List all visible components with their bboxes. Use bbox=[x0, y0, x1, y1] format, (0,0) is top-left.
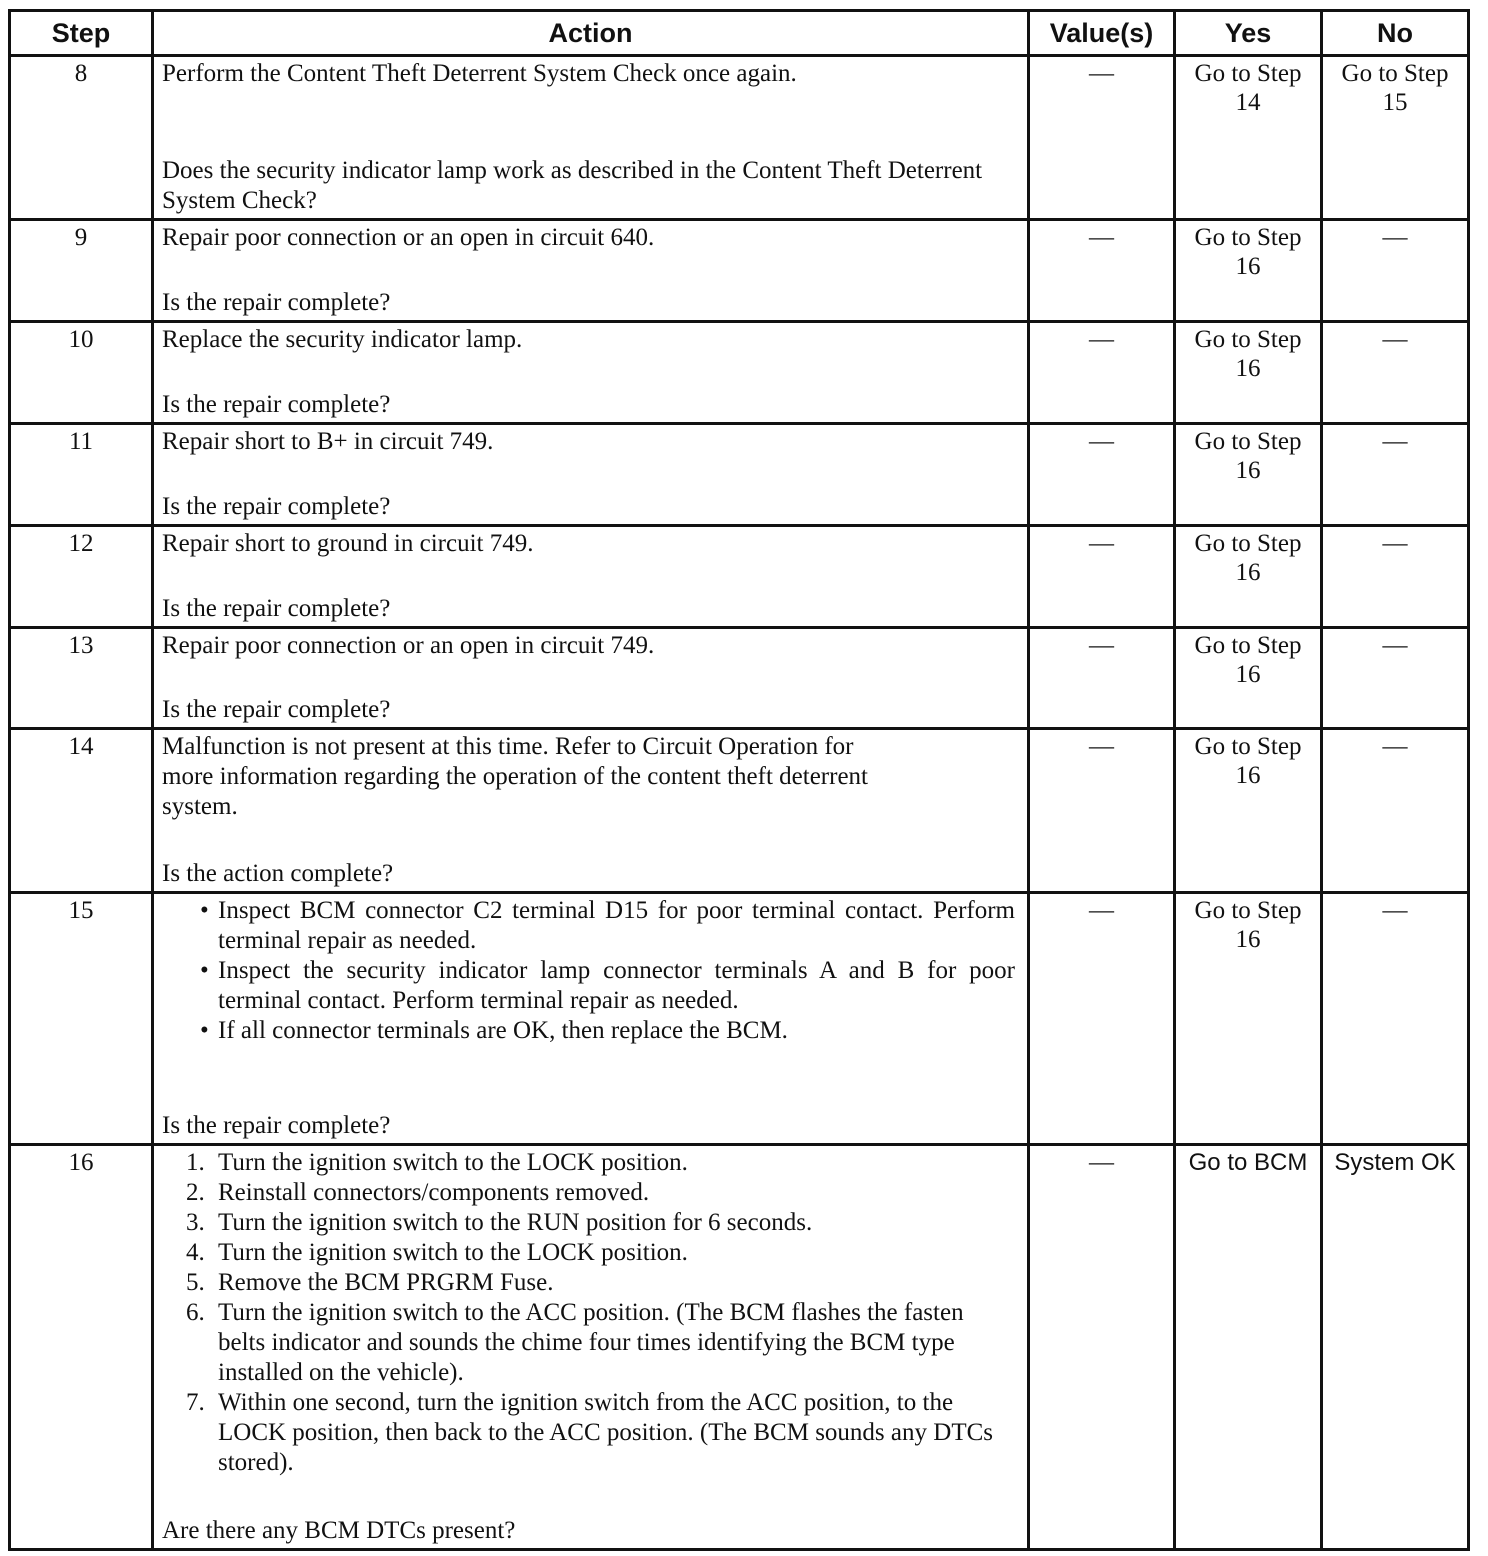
list-number: 6. bbox=[186, 1299, 205, 1326]
table-row bbox=[10, 322, 1469, 424]
yes-cell: Go to Step 14 bbox=[1175, 56, 1322, 220]
action-question: Is the repair complete? bbox=[162, 1112, 391, 1139]
no-cell: — bbox=[1322, 424, 1469, 526]
action-cell bbox=[153, 322, 1029, 424]
value-cell: — bbox=[1029, 322, 1175, 424]
step-number: 16 bbox=[10, 1145, 153, 1550]
list-item: • Inspect the security indicator lamp connector terminals A and B for poor terminal contact. Perform terminal repair as needed. bbox=[192, 956, 1015, 1016]
action-text: Malfunction is not present at this time. Refer to Circuit Operation for bbox=[162, 733, 854, 760]
list-number: 2. bbox=[186, 1179, 205, 1206]
header-action: Action bbox=[153, 11, 1029, 56]
list-text: Turn the ignition switch to the ACC position. (The BCM flashes the fasten belts indicator and sounds the chime four times identifying the BCM type installed on the vehicle). bbox=[218, 1299, 964, 1386]
no-cell: — bbox=[1322, 628, 1469, 729]
action-question: Is the repair complete? bbox=[162, 696, 391, 723]
action-cell bbox=[153, 893, 1029, 1145]
action-bullet-list bbox=[162, 896, 1015, 1046]
action-text: Replace the security indicator lamp. bbox=[162, 326, 523, 353]
list-item bbox=[186, 1148, 1015, 1178]
list-text: Within one second, turn the ignition switch from the ACC position, to the LOCK position, then back to the ACC position. (The BCM sounds any DTCs stored). bbox=[218, 1389, 993, 1476]
value-cell: — bbox=[1029, 628, 1175, 729]
action-cell bbox=[153, 424, 1029, 526]
list-item bbox=[186, 1238, 1015, 1268]
list-number: 5. bbox=[186, 1269, 205, 1296]
value-cell: — bbox=[1029, 893, 1175, 1145]
action-cell bbox=[153, 1145, 1029, 1550]
list-item bbox=[186, 1178, 1015, 1208]
step-number: 10 bbox=[10, 322, 153, 424]
action-text: Repair short to B+ in circuit 749. bbox=[162, 428, 494, 455]
action-text: Repair poor connection or an open in circuit 749. bbox=[162, 632, 655, 659]
list-number: 4. bbox=[186, 1239, 205, 1266]
list-number: 1. bbox=[186, 1149, 205, 1176]
action-text: Perform the Content Theft Deterrent System Check once again. bbox=[162, 60, 797, 87]
action-text: Repair short to ground in circuit 749. bbox=[162, 530, 534, 557]
no-cell: — bbox=[1322, 729, 1469, 893]
value-cell: — bbox=[1029, 424, 1175, 526]
step-number: 13 bbox=[10, 628, 153, 729]
action-cell bbox=[153, 628, 1029, 729]
step-number: 12 bbox=[10, 526, 153, 628]
yes-cell: Go to Step 16 bbox=[1175, 220, 1322, 322]
list-number: 7. bbox=[186, 1389, 205, 1416]
no-cell: — bbox=[1322, 322, 1469, 424]
list-item: • Inspect BCM connector C2 terminal D15 for poor terminal contact. Perform terminal repair as needed. bbox=[192, 896, 1015, 956]
action-question: Is the repair complete? bbox=[162, 391, 391, 418]
table-row bbox=[10, 1145, 1469, 1550]
action-text: Repair poor connection or an open in circuit 640. bbox=[162, 224, 655, 251]
yes-cell: Go to Step 16 bbox=[1175, 893, 1322, 1145]
list-text: Turn the ignition switch to the LOCK position. bbox=[218, 1239, 688, 1266]
header-step: Step bbox=[10, 11, 153, 56]
header-no: No bbox=[1322, 11, 1469, 56]
step-number: 15 bbox=[10, 893, 153, 1145]
value-cell: — bbox=[1029, 56, 1175, 220]
yes-cell: Go to Step 16 bbox=[1175, 729, 1322, 893]
list-item: • If all connector terminals are OK, then replace the BCM. bbox=[192, 1016, 1015, 1046]
list-text: Turn the ignition switch to the RUN position for 6 seconds. bbox=[218, 1209, 813, 1236]
action-question: Are there any BCM DTCs present? bbox=[162, 1517, 516, 1544]
no-cell: Go to Step 15 bbox=[1322, 56, 1469, 220]
table-row bbox=[10, 220, 1469, 322]
value-cell: — bbox=[1029, 1145, 1175, 1550]
value-cell: — bbox=[1029, 220, 1175, 322]
value-cell: — bbox=[1029, 729, 1175, 893]
action-question: Does the security indicator lamp work as described in the Content Theft Deterrent System Check? bbox=[162, 157, 983, 214]
action-text: system. bbox=[162, 793, 238, 820]
step-number: 14 bbox=[10, 729, 153, 893]
header-yes: Yes bbox=[1175, 11, 1322, 56]
table-row bbox=[10, 729, 1469, 893]
action-question: Is the action complete? bbox=[162, 860, 394, 887]
step-number: 11 bbox=[10, 424, 153, 526]
action-question: Is the repair complete? bbox=[162, 595, 391, 622]
no-cell: — bbox=[1322, 893, 1469, 1145]
step-number: 9 bbox=[10, 220, 153, 322]
list-item bbox=[186, 1208, 1015, 1238]
list-item bbox=[186, 1298, 1015, 1388]
list-text: Reinstall connectors/components removed. bbox=[218, 1179, 650, 1206]
action-cell bbox=[153, 729, 1029, 893]
table-row bbox=[10, 56, 1469, 220]
list-text: Remove the BCM PRGRM Fuse. bbox=[218, 1269, 554, 1296]
action-text: more information regarding the operation of the content theft deterrent bbox=[162, 763, 868, 790]
action-cell bbox=[153, 526, 1029, 628]
value-cell: — bbox=[1029, 526, 1175, 628]
table-row bbox=[10, 628, 1469, 729]
action-cell bbox=[153, 220, 1029, 322]
yes-cell: Go to Step 16 bbox=[1175, 322, 1322, 424]
yes-cell: Go to BCM bbox=[1175, 1145, 1322, 1550]
list-item bbox=[186, 1388, 1015, 1478]
action-question: Is the repair complete? bbox=[162, 289, 391, 316]
yes-cell: Go to Step 16 bbox=[1175, 628, 1322, 729]
no-cell: System OK bbox=[1322, 1145, 1469, 1550]
table-row bbox=[10, 893, 1469, 1145]
step-number: 8 bbox=[10, 56, 153, 220]
no-cell: — bbox=[1322, 220, 1469, 322]
action-question: Is the repair complete? bbox=[162, 493, 391, 520]
header-values: Value(s) bbox=[1029, 11, 1175, 56]
action-numbered-list bbox=[162, 1148, 1015, 1478]
table-row bbox=[10, 526, 1469, 628]
list-number: 3. bbox=[186, 1209, 205, 1236]
yes-cell: Go to Step 16 bbox=[1175, 526, 1322, 628]
table-row bbox=[10, 424, 1469, 526]
header-row bbox=[10, 11, 1469, 56]
action-cell bbox=[153, 56, 1029, 220]
yes-cell: Go to Step 16 bbox=[1175, 424, 1322, 526]
diagnostic-table bbox=[8, 9, 1470, 1551]
list-item bbox=[186, 1268, 1015, 1298]
list-text: Turn the ignition switch to the LOCK position. bbox=[218, 1149, 688, 1176]
no-cell: — bbox=[1322, 526, 1469, 628]
